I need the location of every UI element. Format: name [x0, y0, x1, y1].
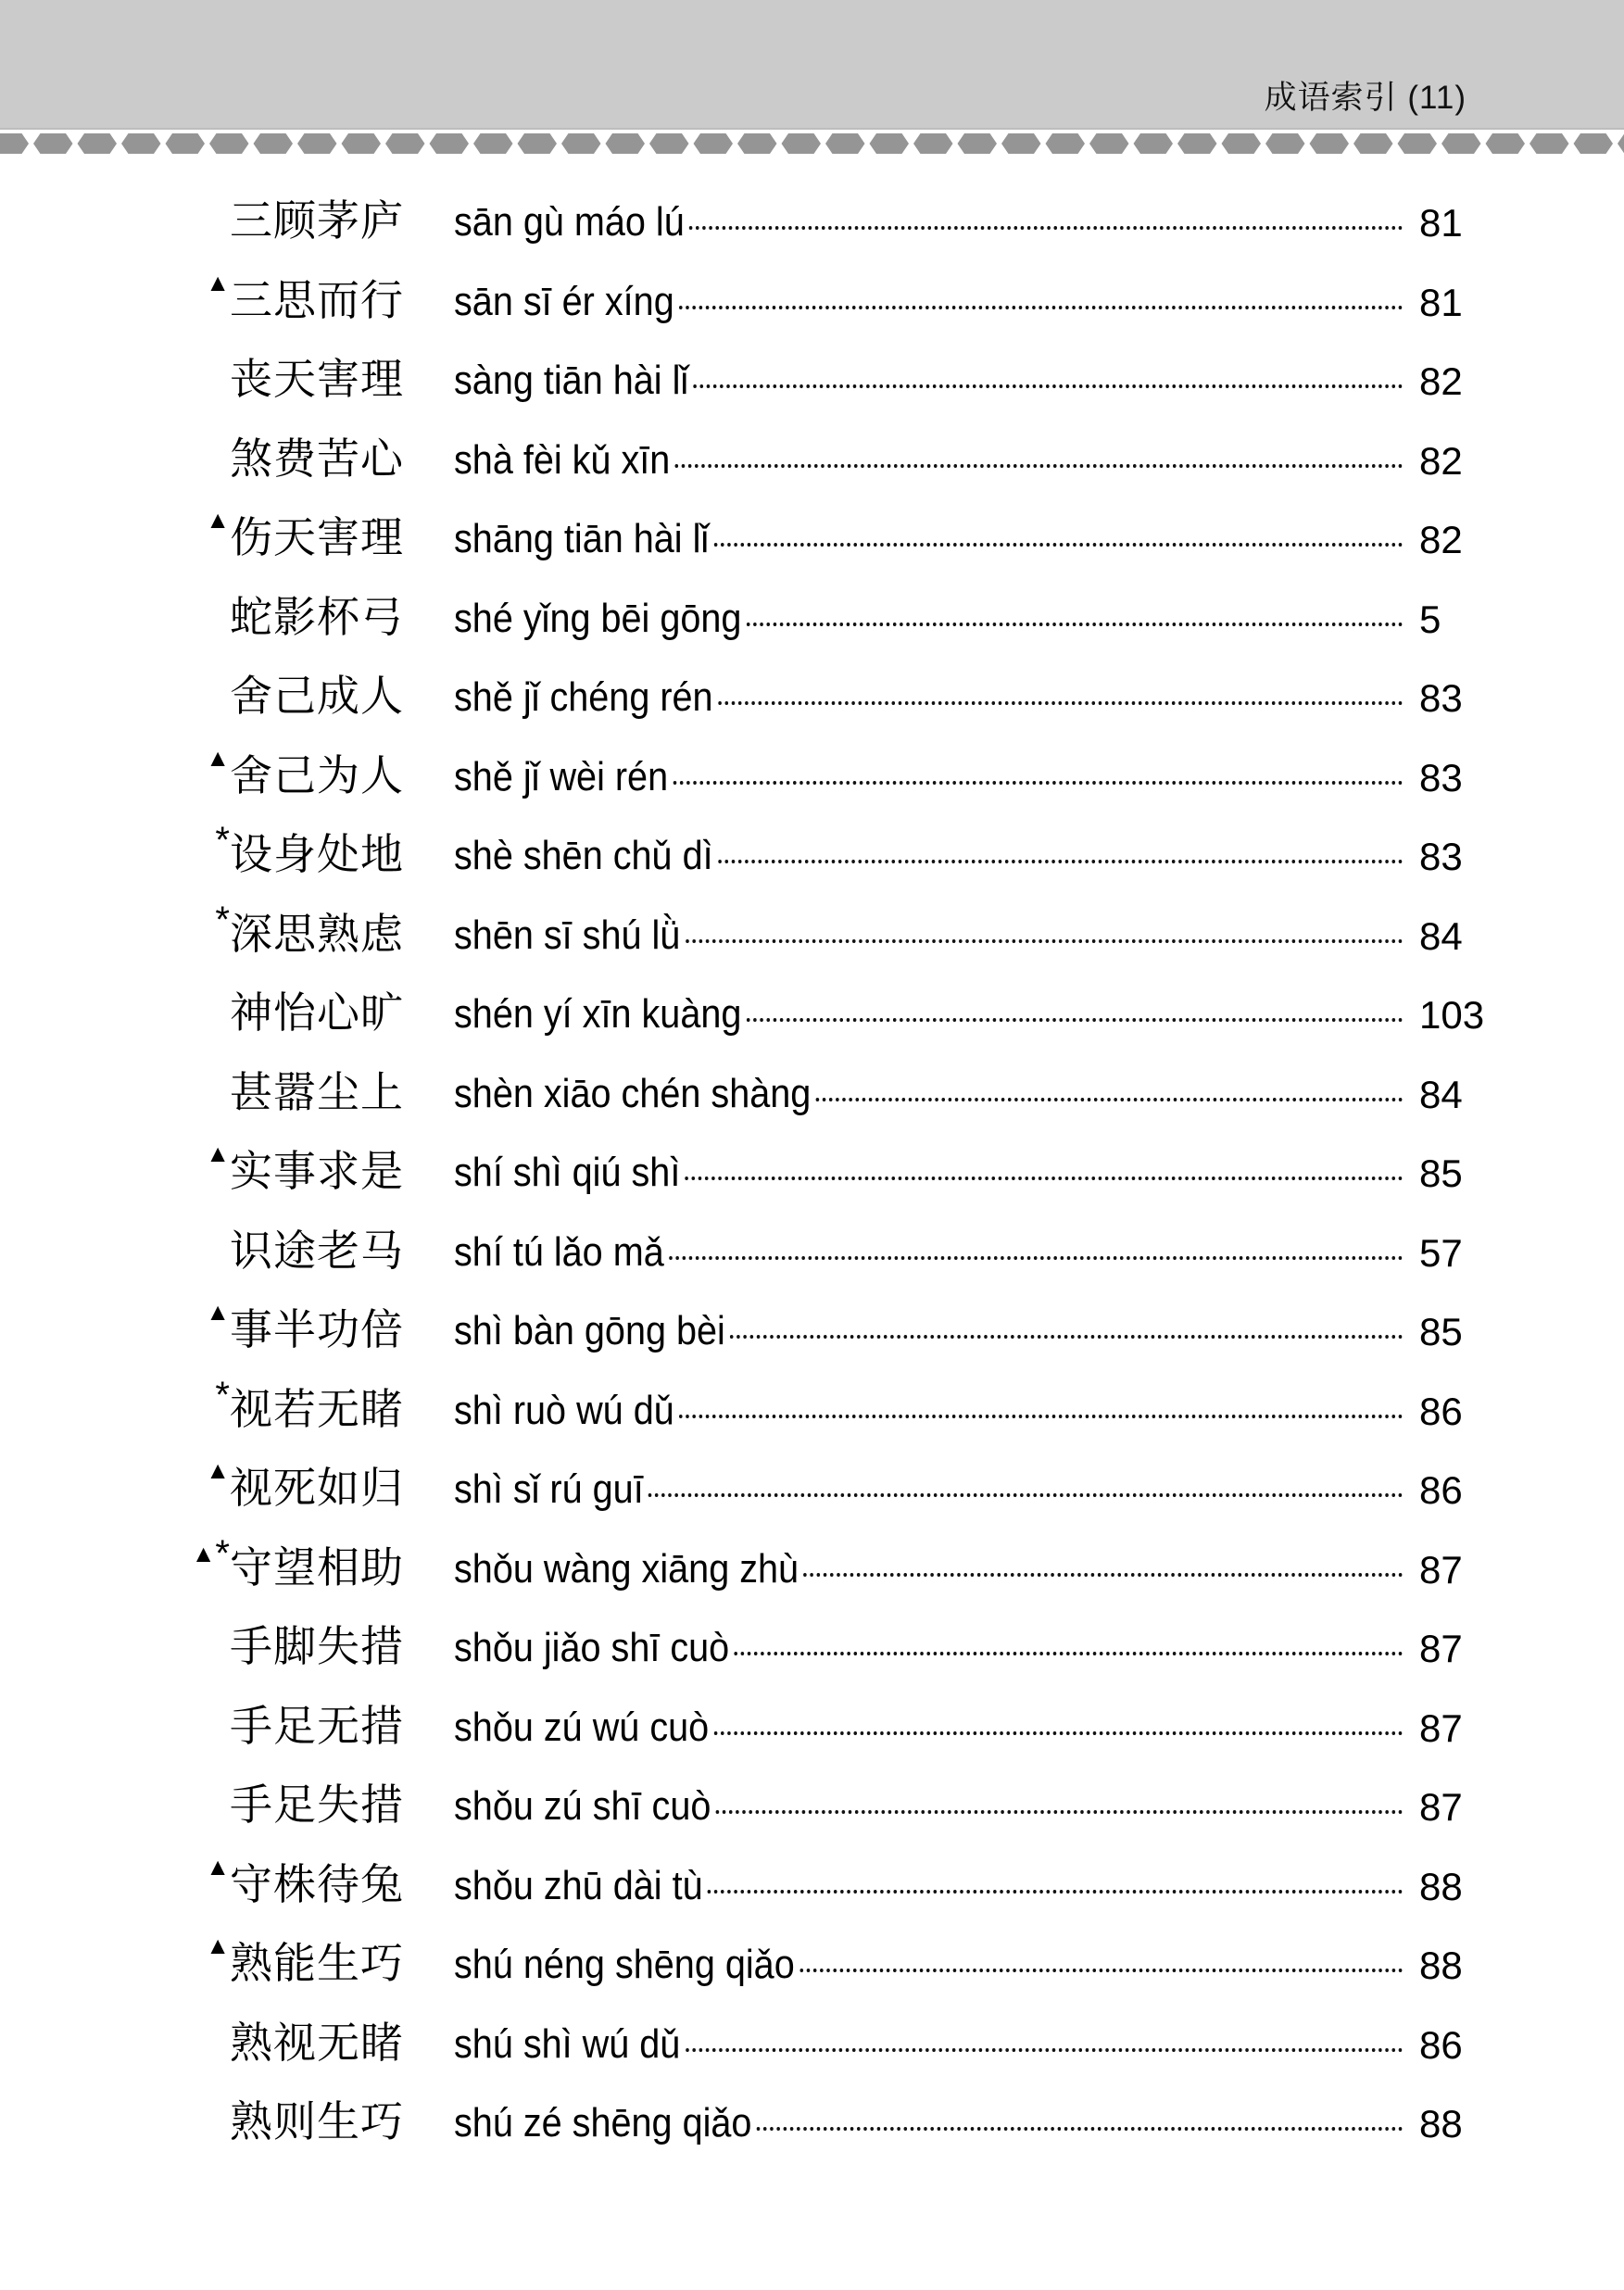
pinyin-text: shú zé shēng qiǎo	[454, 2100, 752, 2145]
index-entry[interactable]	[0, 1766, 1624, 1845]
index-entry[interactable]	[0, 1290, 1624, 1370]
idiom-text: 伤天害理	[230, 512, 404, 562]
page-number[interactable]: 84	[1419, 1072, 1463, 1116]
dot-leader	[669, 1256, 1403, 1260]
pinyin-with-leader	[454, 1704, 1408, 1752]
dot-leader	[679, 306, 1403, 309]
pinyin-with-leader	[454, 1070, 1408, 1118]
page-number[interactable]: 81	[1419, 280, 1463, 324]
running-head-title: 成语索引 (11)	[1264, 80, 1467, 116]
pinyin-with-leader	[454, 1149, 1408, 1197]
dot-leader	[686, 2048, 1403, 2052]
dot-leader	[708, 1890, 1403, 1894]
entry-marker	[215, 1374, 230, 1416]
pinyin-with-leader	[454, 1782, 1408, 1831]
pinyin-with-leader	[454, 198, 1408, 246]
triangle-marker-icon: ▲	[206, 268, 230, 296]
idiom-text: 蛇影杯弓	[230, 591, 404, 642]
lattice-pattern-icon	[0, 133, 1624, 154]
index-entry[interactable]	[0, 498, 1624, 578]
triangle-marker-icon: ▲	[206, 743, 230, 772]
dot-leader	[694, 384, 1404, 388]
pinyin-text: shì ruò wú dǔ	[454, 1387, 674, 1433]
index-entry[interactable]	[0, 1370, 1624, 1450]
triangle-marker-icon: ▲	[191, 1539, 216, 1567]
idiom-text: 熟视无睹	[230, 2017, 404, 2068]
asterisk-marker-icon: *	[215, 820, 230, 861]
page-number[interactable]: 87	[1419, 1627, 1463, 1670]
entry-marker	[206, 269, 230, 296]
entry-marker	[206, 1139, 230, 1167]
idiom-text: 视若无睹	[230, 1383, 404, 1434]
page-number[interactable]: 86	[1419, 2022, 1463, 2067]
dot-leader	[730, 1335, 1403, 1339]
idiom-text: 舍己成人	[230, 671, 404, 721]
pinyin-with-leader	[454, 357, 1408, 405]
page-number[interactable]: 83	[1419, 835, 1463, 878]
asterisk-marker-icon: *	[215, 899, 230, 940]
pinyin-text: shì sǐ rú guī	[454, 1466, 644, 1512]
index-entry[interactable]	[0, 578, 1624, 658]
pinyin-text: shēn sī shú lǜ	[454, 912, 681, 958]
dot-leader	[816, 1098, 1404, 1101]
pinyin-with-leader	[454, 1862, 1408, 1910]
entry-marker	[206, 1931, 230, 1959]
pinyin-with-leader	[454, 832, 1408, 880]
page-number[interactable]: 88	[1419, 1944, 1463, 1987]
dot-leader	[718, 701, 1403, 705]
idiom-text: 熟能生巧	[230, 1938, 404, 1988]
dot-leader	[689, 226, 1403, 230]
page-number[interactable]: 88	[1419, 1864, 1463, 1908]
pinyin-with-leader	[454, 2020, 1408, 2069]
entry-marker	[206, 744, 230, 772]
pinyin-with-leader	[454, 1624, 1408, 1672]
index-entry[interactable]	[0, 261, 1624, 341]
idiom-text: 神怡心旷	[230, 988, 404, 1038]
index-entry[interactable]	[0, 1924, 1624, 2004]
pinyin-text: shě jǐ wèi rén	[454, 753, 669, 799]
page-number[interactable]: 86	[1419, 1389, 1463, 1433]
pinyin-text: shǒu zhū dài tù	[454, 1862, 703, 1908]
page-number[interactable]: 87	[1419, 1705, 1463, 1750]
idiom-text: 事半功倍	[230, 1304, 404, 1354]
index-entry[interactable]	[0, 895, 1624, 975]
idiom-text: 视死如归	[230, 1463, 404, 1513]
page-number[interactable]: 82	[1419, 518, 1463, 561]
dot-leader	[716, 1810, 1403, 1814]
pinyin-text: sān gù máo lú	[454, 199, 685, 245]
dot-leader	[747, 623, 1403, 626]
pinyin-with-leader	[454, 1228, 1408, 1277]
index-entry[interactable]	[0, 974, 1624, 1053]
entry-marker	[191, 1532, 230, 1574]
idiom-text: 设身处地	[230, 829, 404, 879]
entry-marker	[206, 1456, 230, 1484]
idiom-text: 煞费苦心	[230, 433, 404, 484]
pinyin-text: shén yí xīn kuàng	[454, 991, 742, 1037]
idiom-text: 熟则生巧	[230, 2096, 404, 2146]
index-entry[interactable]	[0, 2082, 1624, 2162]
page-number[interactable]: 81	[1419, 201, 1463, 245]
pinyin-text: sān sī ér xíng	[454, 278, 674, 324]
pinyin-with-leader	[454, 912, 1408, 960]
pinyin-text: shé yǐng bēi gōng	[454, 595, 742, 641]
dot-leader	[803, 1573, 1403, 1577]
idiom-text: 三顾茅庐	[230, 195, 404, 245]
triangle-marker-icon: ▲	[206, 1931, 230, 1959]
dot-leader	[674, 781, 1404, 785]
triangle-marker-icon: ▲	[206, 1298, 230, 1326]
pinyin-text: shú néng shēng qiǎo	[454, 1942, 795, 1987]
index-entry[interactable]	[0, 2004, 1624, 2083]
index-entry[interactable]	[0, 657, 1624, 736]
index-entry[interactable]	[0, 815, 1624, 895]
idiom-text: 三思而行	[230, 274, 404, 325]
index-entry[interactable]	[0, 1053, 1624, 1133]
dot-leader	[714, 1731, 1404, 1735]
idiom-text: 实事求是	[230, 1146, 404, 1196]
idiom-text: 识途老马	[230, 1225, 404, 1276]
entry-marker	[206, 506, 230, 534]
entry-marker	[206, 1853, 230, 1881]
dot-leader	[718, 860, 1403, 863]
pinyin-text: shǒu jiǎo shī cuò	[454, 1625, 730, 1670]
asterisk-marker-icon: *	[215, 1532, 230, 1574]
dot-leader	[799, 1969, 1403, 1972]
idiom-text: 舍己为人	[230, 749, 404, 800]
entry-marker	[215, 899, 230, 940]
index-entry[interactable]	[0, 1845, 1624, 1925]
page-number[interactable]: 83	[1419, 676, 1463, 720]
pinyin-text: shǒu zú wú cuò	[454, 1704, 710, 1750]
page-number[interactable]: 83	[1419, 755, 1463, 799]
dot-leader	[679, 1415, 1403, 1418]
idiom-text: 深思熟虑	[230, 908, 404, 959]
triangle-marker-icon: ▲	[206, 1852, 230, 1881]
idiom-text: 守望相助	[230, 1541, 404, 1592]
pinyin-text: shà fèi kǔ xīn	[454, 436, 671, 483]
index-entry[interactable]	[0, 1607, 1624, 1687]
asterisk-marker-icon: *	[215, 1374, 230, 1416]
pinyin-text: shǒu zú shī cuò	[454, 1783, 711, 1829]
pinyin-text: shāng tiān hài lǐ	[454, 516, 710, 561]
page-number[interactable]: 84	[1419, 913, 1463, 958]
index-entry[interactable]	[0, 1449, 1624, 1529]
index-entry[interactable]	[0, 420, 1624, 499]
idiom-text: 丧天害理	[230, 354, 404, 404]
pinyin-with-leader	[454, 1387, 1408, 1435]
pinyin-with-leader	[454, 436, 1408, 484]
idiom-text: 手足无措	[230, 1700, 404, 1751]
dot-leader	[747, 1018, 1403, 1022]
pinyin-text: shí tú lǎo mǎ	[454, 1228, 664, 1275]
dot-leader	[686, 939, 1403, 943]
pinyin-text: shí shì qiú shì	[454, 1150, 681, 1195]
idiom-index-list	[0, 182, 1624, 2162]
pinyin-text: sàng tiān hài lǐ	[454, 358, 689, 403]
index-entry[interactable]	[0, 1687, 1624, 1767]
page-number[interactable]: 86	[1419, 1468, 1463, 1512]
page-number[interactable]: 5	[1419, 597, 1441, 641]
index-entry[interactable]	[0, 182, 1624, 261]
entry-marker	[215, 820, 230, 861]
dot-leader	[757, 2127, 1403, 2131]
index-entry[interactable]	[0, 1529, 1624, 1608]
idiom-text: 手脚失措	[230, 1621, 404, 1671]
page-number[interactable]: 85	[1419, 1310, 1463, 1353]
pinyin-with-leader	[454, 2099, 1408, 2147]
entry-marker	[206, 1298, 230, 1326]
page-number[interactable]: 82	[1419, 438, 1463, 483]
page-number[interactable]: 88	[1419, 2102, 1463, 2145]
pinyin-with-leader	[454, 1941, 1408, 1989]
pinyin-with-leader	[454, 278, 1408, 326]
page-number[interactable]: 103	[1419, 993, 1485, 1037]
idiom-text: 手足失措	[230, 1780, 404, 1830]
idiom-text: 守株待兔	[230, 1858, 404, 1909]
dot-leader	[675, 464, 1403, 468]
pinyin-with-leader	[454, 1307, 1408, 1355]
pinyin-text: shì bàn gōng bèi	[454, 1308, 725, 1353]
decorative-border-band	[0, 133, 1624, 154]
index-entry[interactable]	[0, 1132, 1624, 1212]
page-header	[0, 0, 1624, 130]
page-number[interactable]: 85	[1419, 1151, 1463, 1195]
page-number[interactable]: 82	[1419, 359, 1463, 403]
pinyin-with-leader	[454, 753, 1408, 801]
index-entry[interactable]	[0, 340, 1624, 420]
pinyin-with-leader	[454, 1466, 1408, 1514]
pinyin-with-leader	[454, 595, 1408, 643]
dot-leader	[714, 543, 1404, 547]
pinyin-text: shè shēn chǔ dì	[454, 833, 713, 878]
page-number[interactable]: 57	[1419, 1230, 1463, 1275]
pinyin-with-leader	[454, 1545, 1408, 1593]
triangle-marker-icon: ▲	[206, 506, 230, 534]
idiom-text: 甚嚣尘上	[230, 1066, 404, 1117]
page-number[interactable]: 87	[1419, 1785, 1463, 1829]
dot-leader	[735, 1652, 1404, 1655]
dot-leader	[648, 1493, 1403, 1497]
triangle-marker-icon: ▲	[206, 1139, 230, 1167]
pinyin-text: shǒu wàng xiāng zhù	[454, 1545, 799, 1592]
dot-leader	[686, 1176, 1403, 1180]
pinyin-text: shě jǐ chéng rén	[454, 674, 713, 720]
pinyin-with-leader	[454, 990, 1408, 1038]
pinyin-with-leader	[454, 673, 1408, 722]
triangle-marker-icon: ▲	[206, 1456, 230, 1484]
pinyin-text: shèn xiāo chén shàng	[454, 1070, 812, 1116]
page-number[interactable]: 87	[1419, 1547, 1463, 1592]
index-entry[interactable]	[0, 736, 1624, 816]
pinyin-text: shú shì wú dǔ	[454, 2020, 681, 2067]
index-entry[interactable]	[0, 1212, 1624, 1291]
pinyin-with-leader	[454, 515, 1408, 563]
